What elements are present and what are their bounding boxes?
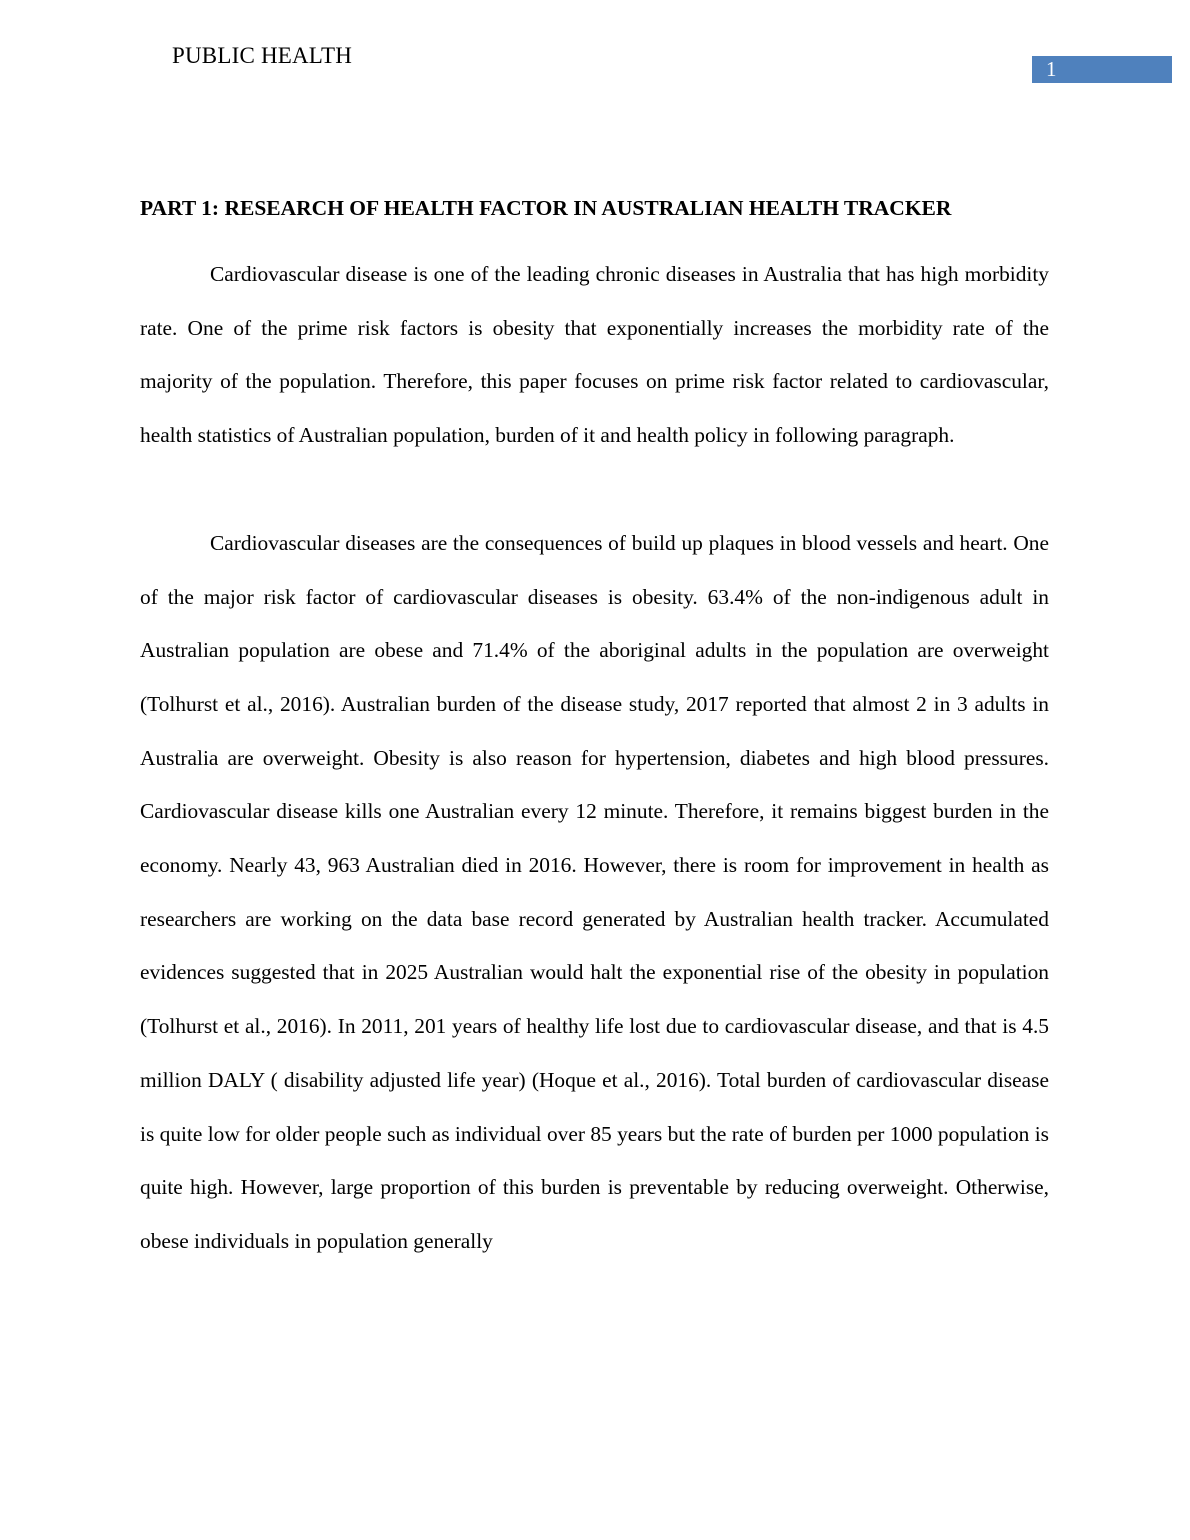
page-number-box [1032, 56, 1172, 83]
document-body [140, 194, 1049, 1269]
section-heading: PART 1: RESEARCH OF HEALTH FACTOR IN AUSTRALIAN HEALTH TRACKER [140, 196, 952, 220]
running-head: PUBLIC HEALTH [172, 43, 353, 68]
page-number: 1 [1046, 57, 1057, 81]
paragraph-2: Cardiovascular diseases are the consequences of build up plaques in blood vessels and heart. One of the major risk factor of cardiovascular diseases is obesity. 63.4% of the non-indigenous adult in Australian population are obese and 71.4% of the aboriginal adults in the population are overweight (Tolhurst et al., 2016). Australian burden of the disease study, 2017 reported that almost 2 in 3 adults in Australia are overweight. Obesity is also reason for hypertension, diabetes and high blood pressures. Cardiovascular disease kills one Australian every 12 minute. Therefore, it remains biggest burden in the economy. Nearly 43, 963 Australian died in 2016. However, there is room for improvement in health as researchers are working on the data base record generated by Australian health tracker. Accumulated evidences suggested that in 2025 Australian would halt the exponential rise of the obesity in population (Tolhurst et al., 2016). In 2011, 201 years of healthy life lost due to cardiovascular disease, and that is 4.5 million DALY ( disability adjusted life year) (Hoque et al., 2016). Total burden of cardiovascular disease is quite low for older people such as individual over 85 years but the rate of burden per 1000 population is quite high. However, large proportion of this burden is preventable by reducing overweight. Otherwise, obese individuals in population generally [140, 530, 1049, 1253]
paragraph-1: Cardiovascular disease is one of the leading chronic diseases in Australia that has high morbidity rate. One of the prime risk factors is obesity that exponentially increases the morbidity rate of the majority of the population. Therefore, this paper focuses on prime risk factor related to cardiovascular, health statistics of Australian population, burden of it and health policy in following paragraph. [140, 262, 1049, 448]
